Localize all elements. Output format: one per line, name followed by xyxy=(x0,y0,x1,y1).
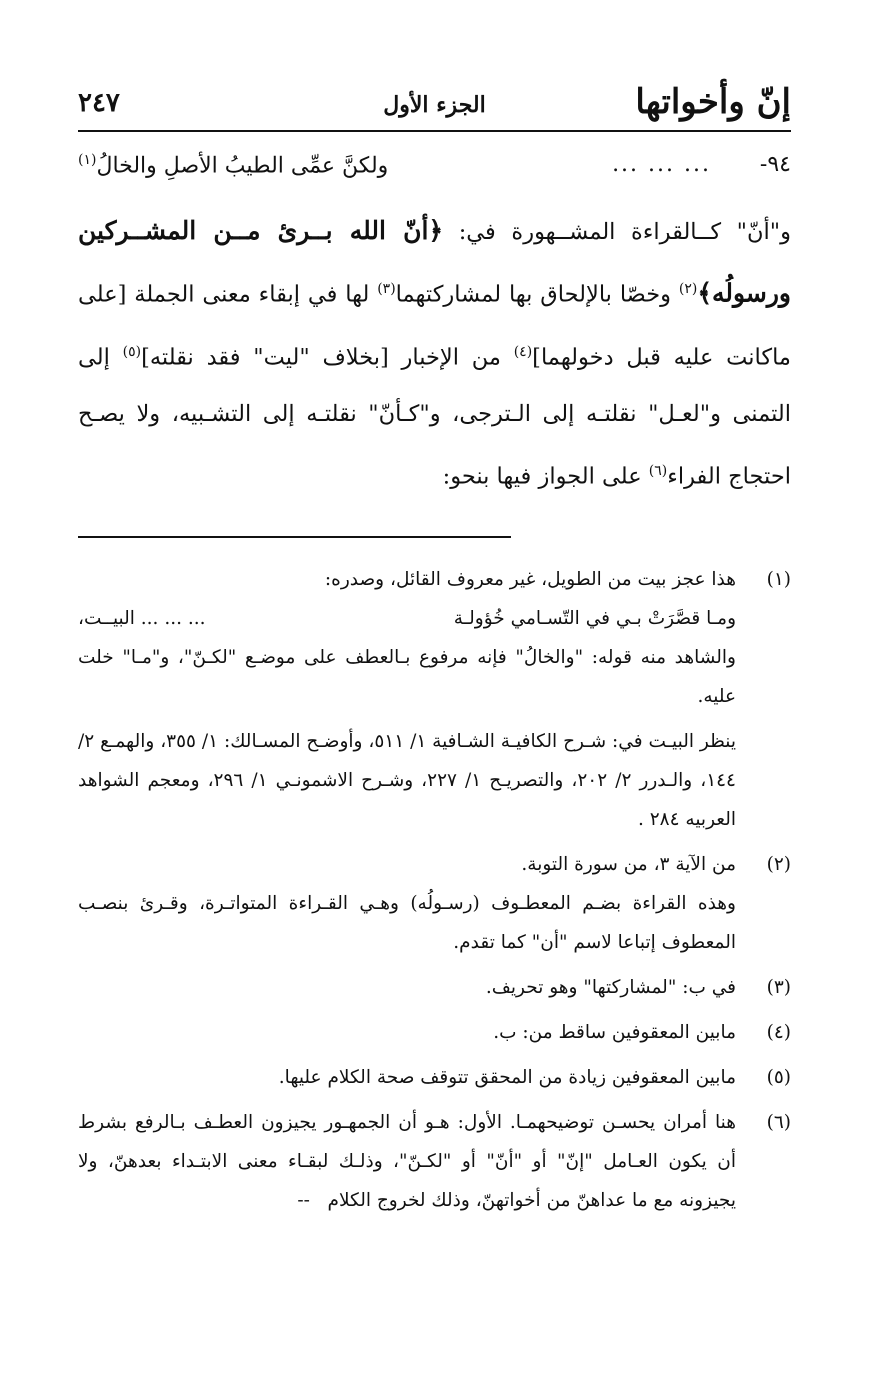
footnote-number: (٦) xyxy=(766,1111,791,1133)
verse-line xyxy=(78,142,791,198)
footnote-ref[interactable]: (٣) xyxy=(377,281,396,297)
footnote-5: (٥) مابين المعقوفين زيادة من المحقق تتوقف صحة الكلام عليها. xyxy=(78,1058,791,1097)
main-text xyxy=(78,202,791,506)
footnote-4: (٤) مابين المعقوفين ساقط من: ب. xyxy=(78,1013,791,1052)
footnote-ref[interactable]: (٤) xyxy=(513,343,533,360)
quran-quote-end: ورسولُه﴾ xyxy=(697,278,791,308)
verse-text: ولكنَّ عمِّى الطيبُ الأصلِ والخالُ$^{(١)}$ xyxy=(78,152,389,179)
footnotes xyxy=(78,560,791,1220)
footnote-1: (١) هذا عجز بيت من الطويل، غير معروف القائل، وصدره: ومـا قصَّرَتْ بـي في التّسـامي خُؤولـة ... ... ... البيــت، والشاهد منه قوله: "والخالُ" فإنه مرفوع بـالعطف على موضـع "لكـنّ"، و"مـا" خلت عليه. ينظر البيـت في: شـرح الكافيـة الشـافية ١/ ٥١١، وأوضـح المسـالك: ١/ ٣٥٥، والهمـع ٢/ ١٤٤، والـدرر ٢/ ٢٠٢، والتصريـح ١/ ٢٢٧، وشـرح الاشمونـي ١/ ٢٩٦، ومعجم الشواهد العربيه ٢٨٤ . xyxy=(78,560,791,839)
page-header xyxy=(78,70,791,132)
footnote-number: (١) xyxy=(766,568,791,590)
page-number: ٢٤٧ xyxy=(78,88,120,118)
footnote-ref[interactable]: (٦) xyxy=(648,463,668,479)
footnote-3: (٣) في ب: "لمشاركتها" وهو تحريف. xyxy=(78,968,791,1007)
footnote-number: (٣) xyxy=(766,976,791,998)
footnote-ref[interactable]: (٢) xyxy=(678,281,698,297)
footnote-ref[interactable]: (١) xyxy=(78,152,97,168)
page xyxy=(78,70,791,1226)
footnote-number: (٢) xyxy=(766,853,791,875)
footnote-number: (٥) xyxy=(766,1066,791,1088)
poem-line: ومـا قصَّرَتْ بـي في التّسـامي خُؤولـة ... ... ... البيــت، xyxy=(78,607,736,629)
continuation-mark: -- xyxy=(297,1189,310,1211)
footnote-6: (٦) هنا أمران يحسـن توضيحهمـا. الأول: هـو أن الجمهـور يجيزون العطـف بـالرفع بشرط أن يكون العـامل "إنّ" أو "أنّ" أو "لكـنّ"، وذلـك لبقـاء معنى الابتـداء بعدهنّ، ولا يجيزونه مع ما عداهنّ من أخواتهنّ، وذلك لخروج الكلام -- xyxy=(78,1103,791,1220)
paragraph: و"أنّ" كــالقراءة المشــهورة في: ﴿أنّ الله بــرئ مــن المشــركين ورسولُه﴾$^{(٢)}$ وخصّا بالإلحاق بها لمشاركتهما$^{(٣)}$ لها في إبقاء معنى الجملة [على ماكانت عليه قبل دخولهما]$^{(٤)}$ من الإخبار [بخلاف "ليت" فقد نقلته]$^{(٥)}$ إلى التمنى و"لعـل" نقلتـه إلى الـترجى، و"كـأنّ" نقلتـه إلى التشـبيه، ولا يصـح احتجاج الفراء$^{(٦)}$ على الجواز فيها بنحو: xyxy=(78,216,791,490)
footnote-2: (٢) من الآية ٣، من سورة التوبة. وهذه القراءة بضـم المعطـوف (رسـولُه) وهـي القـراءة المتواتـرة، وقـرئ بنصـب المعطوف إتباعا لاسم "أن" كما تقدم. xyxy=(78,845,791,962)
chapter-title: إنّ وأخواتها xyxy=(635,82,791,122)
verse-number: ٩٤- xyxy=(759,152,791,177)
quran-quote: ﴿أنّ الله بــرئ مــن المشــركين xyxy=(78,216,444,245)
footnote-divider xyxy=(78,536,511,538)
footnote-number: (٤) xyxy=(766,1021,791,1043)
part-label: الجزء الأول xyxy=(383,92,486,118)
verse-ellipsis: ... ... ... xyxy=(612,152,711,177)
footnote-ref[interactable]: (٥) xyxy=(122,343,142,360)
